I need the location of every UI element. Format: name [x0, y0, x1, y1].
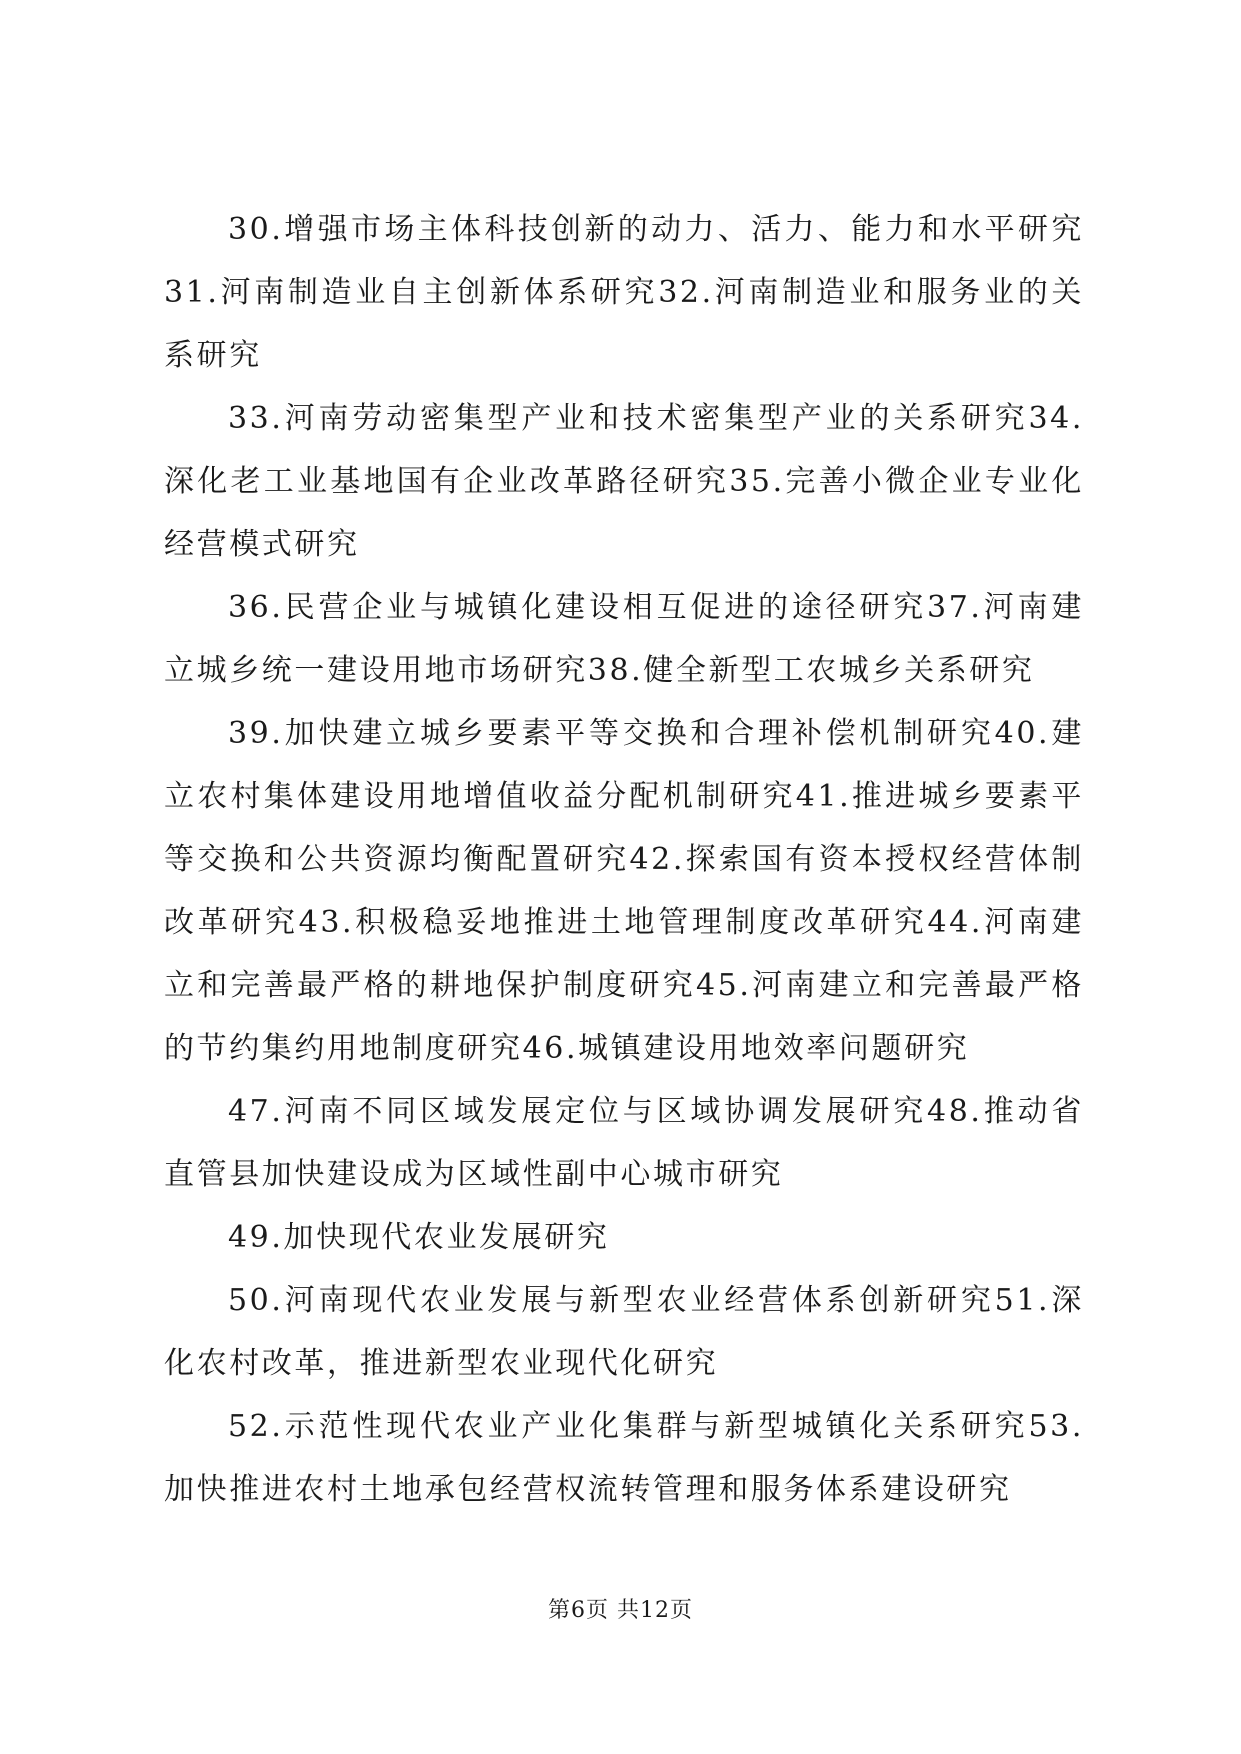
paragraph-39-46: 39.加快建立城乡要素平等交换和合理补偿机制研究40.建立农村集体建设用地增值收益分配机制研究41.推进城乡要素平等交换和公共资源均衡配置研究42.探索国有资本授权经营体制改革研究43.积极稳妥地推进土地管理制度改革研究44.河南建立和完善最严格的耕地保护制度研究45.河南建立和完善最严格的节约集约用地制度研究46.城镇建设用地效率问题研究	[164, 716, 1084, 1066]
paragraph-33-35: 33.河南劳动密集型产业和技术密集型产业的关系研究34.深化老工业基地国有企业改革路径研究35.完善小微企业专业化经营模式研究	[164, 401, 1084, 562]
page-number-footer: 第6页 共12页	[548, 1598, 693, 1623]
paragraph-36-38: 36.民营企业与城镇化建设相互促进的途径研究37.河南建立城乡统一建设用地市场研究38.健全新型工农城乡关系研究	[164, 590, 1084, 688]
document-body	[164, 198, 1084, 1521]
paragraph-47-48: 47.河南不同区域发展定位与区域协调发展研究48.推动省直管县加快建设成为区域性副中心城市研究	[164, 1094, 1084, 1192]
paragraph-50-51: 50.河南现代农业发展与新型农业经营体系创新研究51.深化农村改革，推进新型农业现代化研究	[164, 1283, 1084, 1381]
paragraph-52-53: 52.示范性现代农业产业化集群与新型城镇化关系研究53.加快推进农村土地承包经营权流转管理和服务体系建设研究	[164, 1409, 1084, 1507]
paragraph-30-32: 30.增强市场主体科技创新的动力、活力、能力和水平研究31.河南制造业自主创新体系研究32.河南制造业和服务业的关系研究	[164, 212, 1084, 373]
paragraph-49: 49.加快现代农业发展研究	[228, 1220, 610, 1255]
